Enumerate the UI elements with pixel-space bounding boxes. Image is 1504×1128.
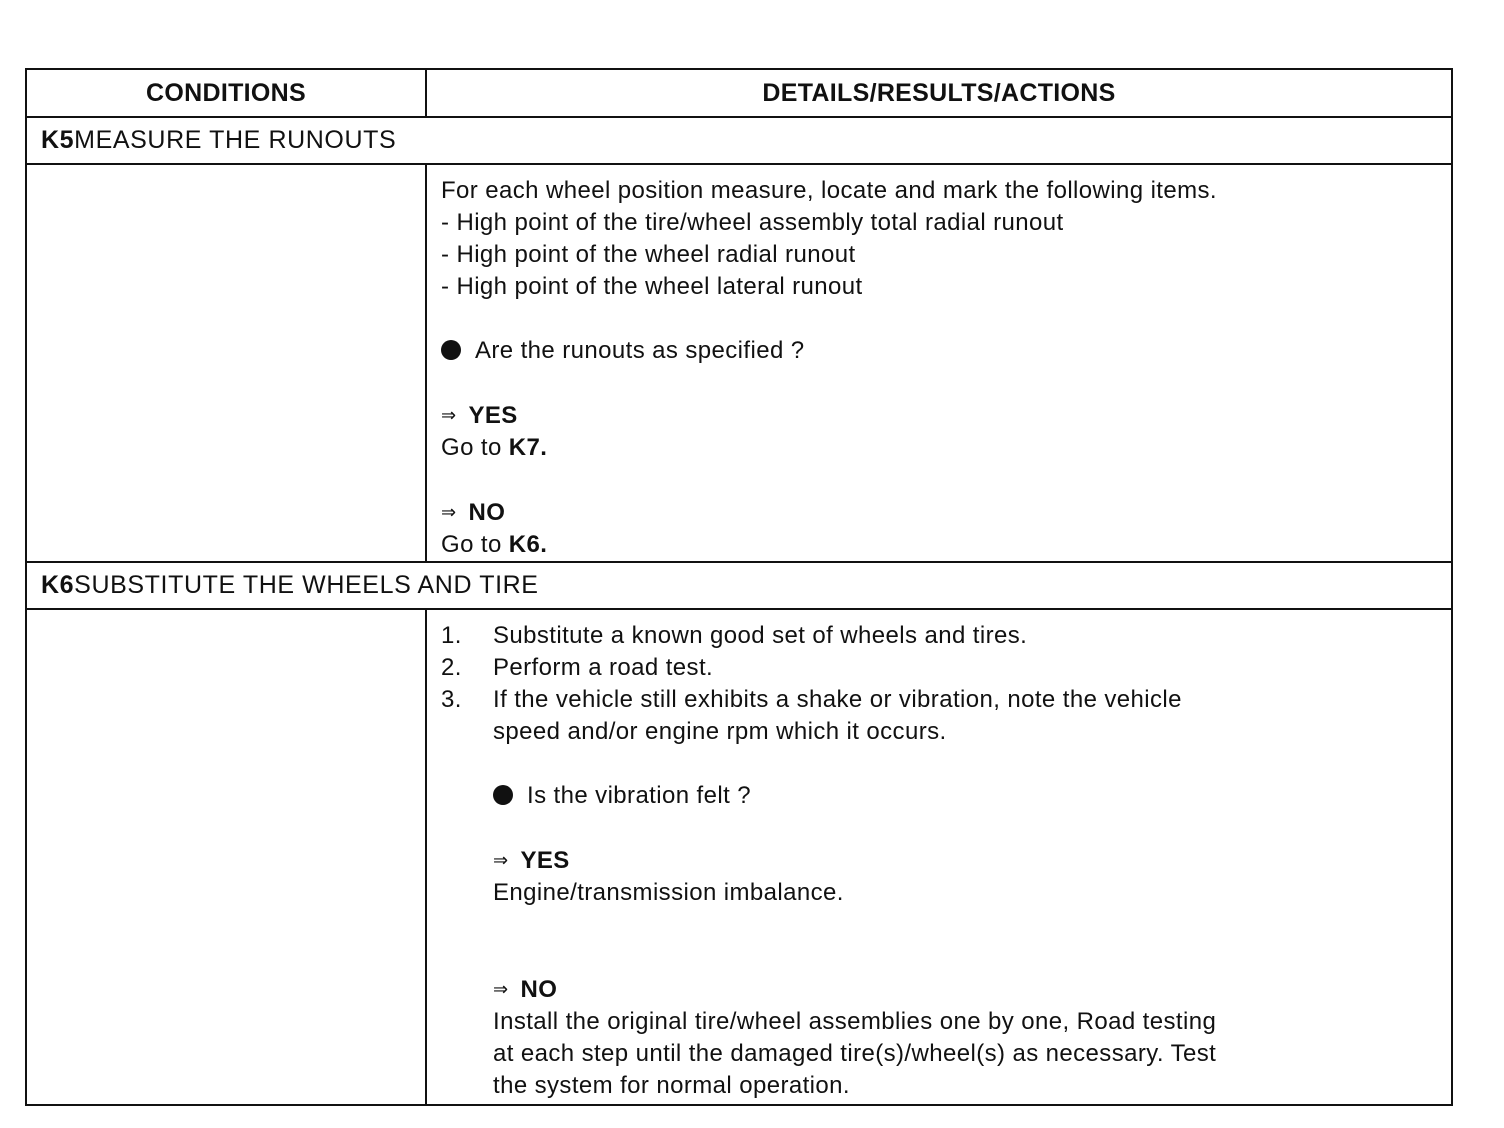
section-code-k5: K5 [41, 126, 75, 154]
k6-question-text: Is the vibration felt ? [527, 782, 751, 809]
details-header: DETAILS/RESULTS/ACTIONS [762, 78, 1116, 107]
k6-step [441, 652, 1437, 684]
k6-no-text: NO [520, 976, 558, 1003]
section-code-k6: K6 [41, 571, 75, 599]
k6-step-number: 1. [441, 622, 462, 649]
k5-no-text: NO [468, 499, 506, 526]
bullet-icon [441, 340, 461, 360]
k5-item: - High point of the wheel lateral runout [441, 273, 863, 300]
section-body-k6 [27, 610, 1451, 1104]
k6-step-number: 2. [441, 654, 462, 681]
k5-item: - High point of the tire/wheel assembly total radial runout [441, 209, 1064, 236]
k6-yes-action: Engine/transmission imbalance. [493, 879, 844, 906]
k5-question-text: Are the runouts as specified ? [475, 337, 805, 364]
diagnostic-table [25, 68, 1453, 1106]
arrow-right-icon: ⇒ [441, 405, 457, 425]
k5-intro: For each wheel position measure, locate and mark the following items. [441, 177, 1217, 204]
k5-no-label [441, 496, 1437, 529]
k5-yes-action-prefix: Go to [441, 434, 502, 461]
k5-no-action-prefix: Go to [441, 531, 502, 558]
k6-step-text: Perform a road test. [493, 654, 714, 681]
conditions-header: CONDITIONS [27, 70, 427, 116]
table-header-row [27, 70, 1451, 118]
section-body-k5 [27, 165, 1451, 563]
k6-no-label [441, 973, 1437, 1006]
k6-no-action-line: at each step until the damaged tire(s)/wheel(s) as necessary. Test [493, 1040, 1217, 1067]
k5-yes-label [441, 399, 1437, 432]
k6-step [441, 684, 1437, 716]
k5-no-action [441, 529, 1437, 561]
k6-no-action-line: the system for normal operation. [493, 1072, 850, 1099]
bullet-icon [493, 785, 513, 805]
conditions-cell-k5 [27, 165, 427, 561]
arrow-right-icon: ⇒ [441, 502, 457, 522]
details-cell-k6 [427, 610, 1451, 1104]
arrow-right-icon: ⇒ [493, 850, 509, 870]
k6-step [441, 620, 1437, 652]
k6-question [441, 780, 1437, 812]
k6-yes-label [441, 844, 1437, 877]
arrow-right-icon: ⇒ [493, 979, 509, 999]
k5-item: - High point of the wheel radial runout [441, 241, 856, 268]
k6-step-text: If the vehicle still exhibits a shake or vibration, note the vehicle [493, 686, 1182, 713]
k6-step-continuation: speed and/or engine rpm which it occurs. [493, 718, 947, 745]
details-cell-k5 [427, 165, 1451, 561]
section-title-text-k6: SUBSTITUTE THE WHEELS AND TIRE [74, 571, 539, 599]
section-title-text-k5: MEASURE THE RUNOUTS [74, 126, 397, 154]
k5-yes-action-target[interactable]: K7. [508, 434, 548, 461]
k5-no-action-target[interactable]: K6. [508, 531, 548, 558]
k6-no-action-line: Install the original tire/wheel assemblies one by one, Road testing [493, 1008, 1217, 1035]
k6-yes-text: YES [520, 847, 570, 874]
k5-yes-action [441, 432, 1437, 464]
k6-step-text: Substitute a known good set of wheels and tires. [493, 622, 1028, 649]
section-title-k6 [27, 563, 1451, 610]
section-title-k5 [27, 118, 1451, 165]
k5-question [441, 335, 1437, 367]
k5-yes-text: YES [468, 402, 518, 429]
k6-step-number: 3. [441, 686, 462, 713]
conditions-cell-k6 [27, 610, 427, 1104]
